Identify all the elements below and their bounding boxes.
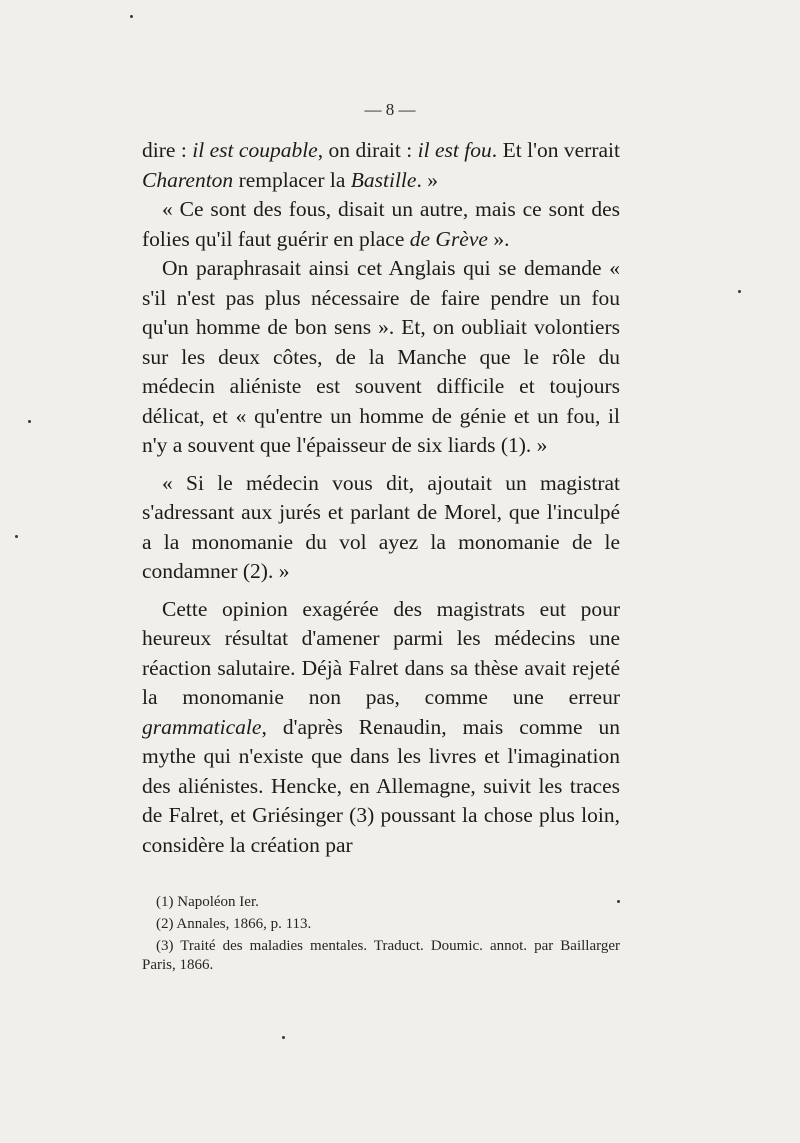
text-run: Cette opinion exagérée des magistrats eut pour heureux résultat d'amener parmi les médecins une réaction salutaire. Déjà Falret dans sa thèse avait rejeté la monomanie non pas, comme une erreur [142, 596, 620, 709]
text-run: « Si le médecin vous dit, ajoutait un magistrat s'adressant aux jurés et parlant de Morel, que l'inculpé a la monomanie du vol ayez la monomanie de le condamner (2). » [142, 470, 620, 583]
scan-speck [282, 1036, 285, 1039]
scan-speck [15, 535, 18, 538]
footnote: (3) Traité des maladies mentales. Traduct. Doumic. annot. par Baillarger Paris, 1866. [142, 938, 620, 973]
paragraph [142, 136, 620, 195]
scan-speck [130, 15, 133, 18]
text-run: . » [416, 167, 438, 192]
footnote: (1) Napoléon Ier. [156, 894, 259, 910]
text-run: , d'après Renaudin, mais comme un mythe qui n'existe que dans les livres et l'imagination des aliénistes. Hencke, en Allemagne, suivit les traces de Falret, et Griésinger (3) poussant la chose plus loin, considère la création par [142, 714, 620, 857]
italic-text: Charenton [142, 167, 234, 192]
page-number: — 8 — [364, 100, 416, 119]
scan-speck [617, 900, 620, 903]
paragraph [142, 254, 620, 461]
footnotes [142, 893, 620, 978]
footnote: (2) Annales, 1866, p. 113. [156, 916, 312, 932]
text-run: ». [487, 226, 510, 251]
italic-text: Bastille [350, 167, 417, 192]
paragraph [142, 469, 620, 587]
text-run: , on dirait : [317, 138, 418, 162]
text-run: « Ce sont des fous, disait un autre, mais ce sont des folies qu'il faut guérir en place [142, 197, 620, 251]
italic-text: il est coupable [192, 138, 318, 162]
text-run: On paraphrasait ainsi cet Anglais qui se demande « s'il n'est pas plus nécessaire de faire pendre un fou qu'un homme de bon sens ». Et, on oubliait volontiers sur les deux côtes, de la Manche que le rôle du médecin aliéniste est souvent difficile et toujours délicat, et « qu'entre un homme de génie et un fou, il n'y a souvent que l'épaisseur de six liards (1). » [142, 256, 620, 457]
text-run: remplacer la [233, 167, 351, 192]
scan-speck [28, 420, 31, 423]
paragraph [142, 195, 620, 254]
italic-text: de Grève [409, 226, 488, 251]
text-run: dire : [142, 138, 193, 162]
paragraph [142, 595, 620, 861]
scan-speck [738, 290, 741, 293]
text-run: . Et l'on verrait [491, 138, 620, 162]
italic-text: grammaticale [142, 714, 262, 739]
italic-text: il est fou [417, 138, 492, 162]
body-text [142, 136, 620, 860]
